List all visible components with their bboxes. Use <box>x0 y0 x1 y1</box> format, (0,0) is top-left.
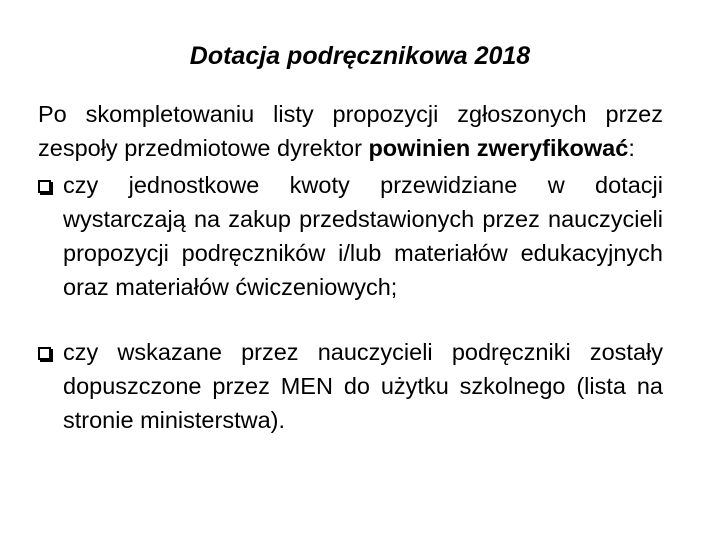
bullet-item <box>38 335 663 437</box>
slide-body <box>38 97 663 437</box>
intro-bold-text: powinien zweryfikować <box>368 135 629 161</box>
intro-paragraph <box>38 97 663 165</box>
checkbox-square-icon <box>38 347 51 360</box>
bullet-text: czy jednostkowe kwoty przewidziane w dotacji wystarczają na zakup przedstawionych przez nauczycieli propozycji podręczników i/lub materiałów edukacyjnych oraz materiałów ćwiczeniowych; <box>63 172 663 300</box>
checkbox-square-icon <box>38 180 51 193</box>
bullet-text: czy wskazane przez nauczycieli podręczniki zostały dopuszczone przez MEN do użytku szkolnego (lista na stronie ministerstwa). <box>63 339 663 433</box>
intro-end: : <box>628 135 635 161</box>
slide-title: Dotacja podręcznikowa 2018 <box>189 42 531 70</box>
bullet-item <box>38 168 663 304</box>
intro-text: Po skompletowaniu listy propozycji zgłoszonych przez zespoły przedmiotowe dyrektor <box>38 101 663 161</box>
